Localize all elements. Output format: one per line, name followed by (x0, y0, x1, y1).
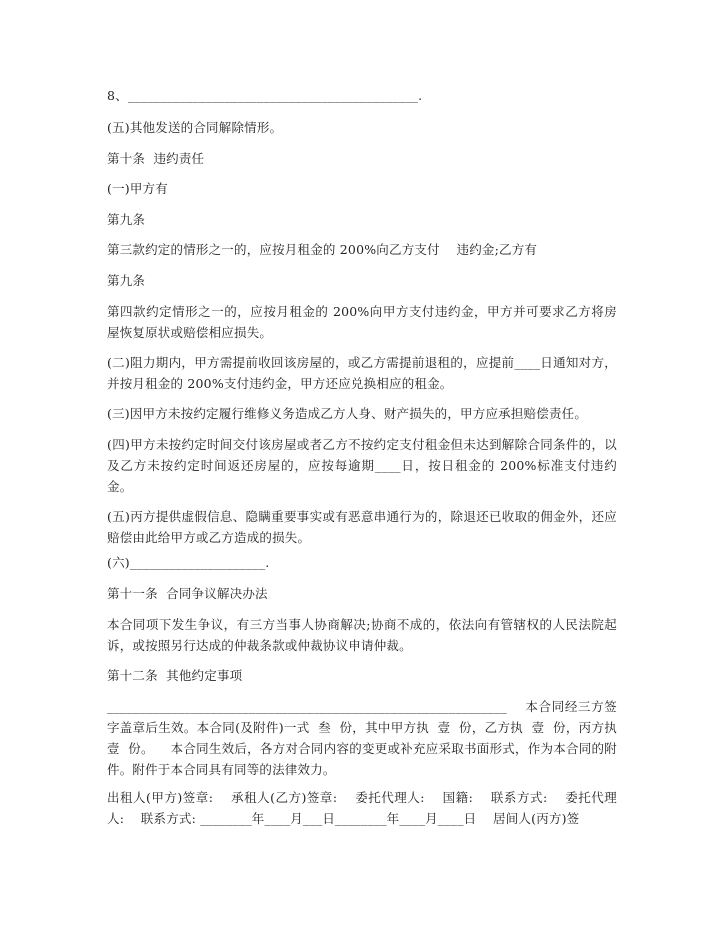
breach-clause-2: (二)阻力期内，甲方需提前收回该房屋的，或乙方需提前退租的，应提前____日通知对方，并按月租金的 200%支付违约金，甲方还应兑换相应的租金。 (107, 355, 617, 391)
article-11-heading: 第十一条 合同争议解决办法 (107, 586, 268, 601)
dispute-resolution-text: 本合同项下发生争议，有三方当事人协商解决;协商不成的，依法向有管辖权的人民法院起诉，或按照另行达成的仲裁条款或仲裁协议申请仲裁。 (107, 617, 617, 653)
breach-clause-5: (五)丙方提供虚假信息、隐瞒重要事实或有恶意串通行为的，除退还已收取的佣金外，还应赔偿由此给甲方或乙方造成的损失。 (107, 509, 617, 545)
breach-clause-6: (六)_____________________. (107, 555, 270, 570)
breach-clause-1-head: (一)甲方有 (107, 181, 168, 196)
termination-other-clause: (五)其他发送的合同解除情形。 (107, 120, 283, 135)
article-12-heading: 第十二条 其他约定事项 (107, 668, 243, 683)
other-terms-text: ______________________________________________________________ 本合同经三方签字盖章后生效。本合同(及附件)一式 叁 份，其中甲方执 壹 份，乙方执 壹 份，丙方执 壹 份。 本合同生效后，各方对合同内容的变更或补充应采取书面形式，作为本合同的附件。附件于本合同具有同等的法律效力。 (107, 699, 626, 777)
breach-clause-1-tenant: 第四款约定情形之一的，应按月租金的 200%向甲方支付违约金，甲方并可要求乙方将房屋恢复原状或赔偿相应损失。 (107, 304, 617, 340)
breach-clause-4: (四)甲方未按约定时间交付该房屋或者乙方不按约定支付租金但未达到解除合同条件的，以及乙方未按约定时间返还房屋的，应按每逾期____日，按日租金的 200%标准支付违约金。 (107, 437, 617, 494)
article-9-ref-1: 第九条 (107, 212, 146, 227)
clause-item-8: 8、_____________________________________________. (107, 88, 423, 103)
breach-clause-3: (三)因甲方未按约定履行维修义务造成乙方人身、财产损失的，甲方应承担赔偿责任。 (107, 406, 588, 421)
article-10-heading: 第十条 违约责任 (107, 151, 205, 166)
article-9-ref-2: 第九条 (107, 273, 146, 288)
signature-block: 出租人(甲方)签章: 承租人(乙方)签章: 委托代理人: 国籍: 联系方式: 委托代理人: 联系方式: ________年____月___日________年____月____日 居间人(丙方)签 (107, 790, 617, 826)
breach-clause-1-body: 第三款约定的情形之一的，应按月租金的 200%向乙方支付 违约金;乙方有 (107, 242, 538, 257)
